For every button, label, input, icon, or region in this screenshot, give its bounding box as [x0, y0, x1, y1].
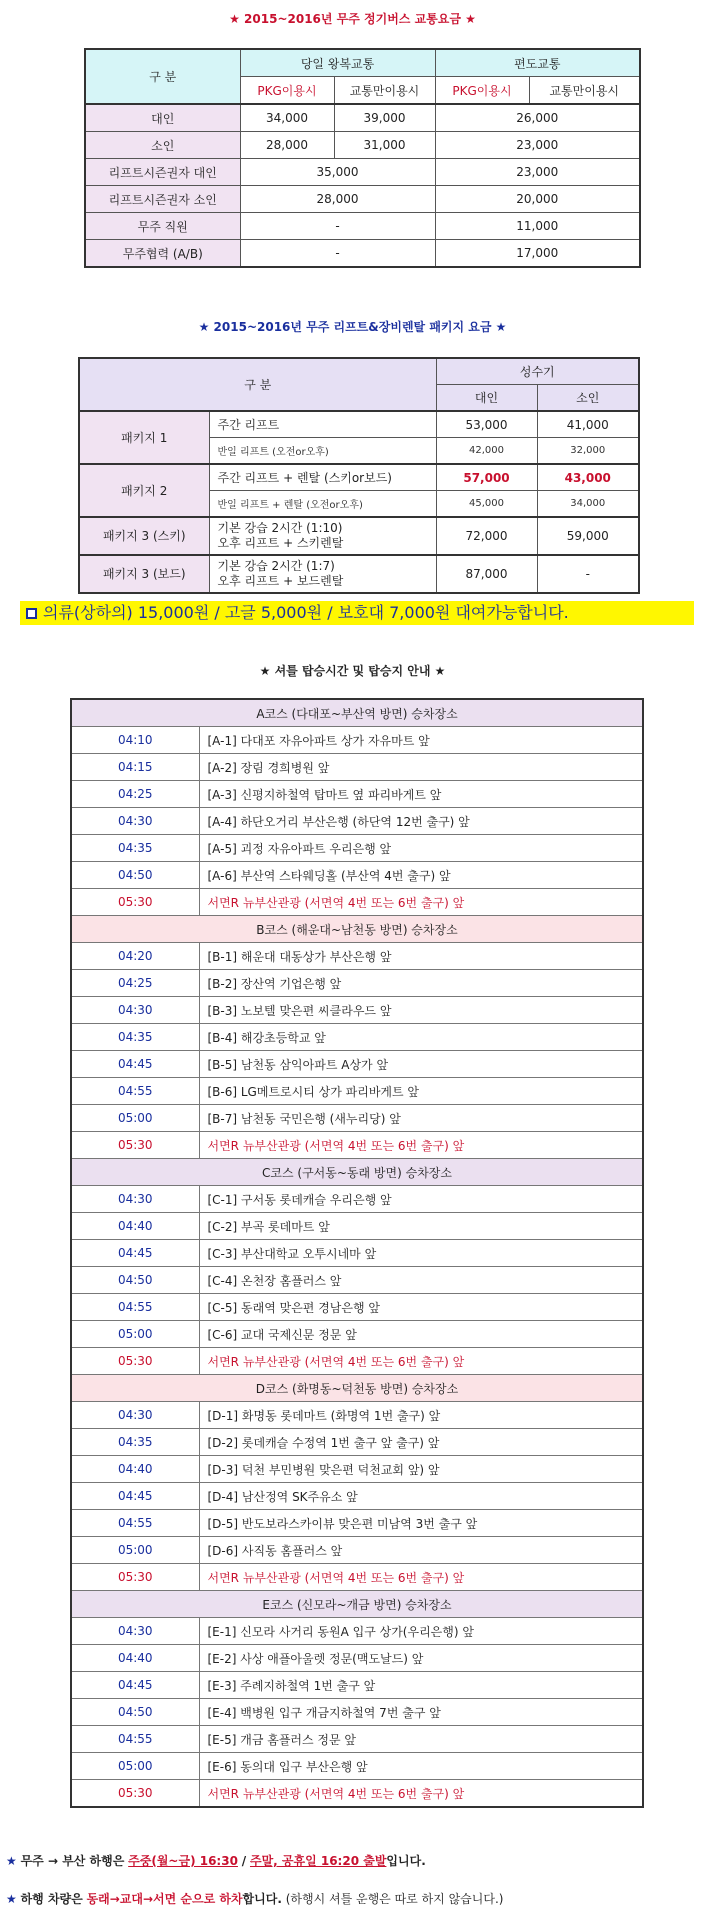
separator: / [241, 1854, 247, 1868]
cell: 20,000 [435, 186, 640, 213]
stop-time: 04:25 [71, 970, 199, 997]
note-text: 하행 차량은 [20, 1892, 83, 1906]
row-label: 대인 [85, 104, 240, 132]
stop-place: [E-2] 사상 애플아울렛 정문(맥도날드) 앞 [199, 1645, 643, 1672]
table-row [71, 754, 643, 781]
table-row [85, 104, 640, 132]
row-label: 무주 직원 [85, 213, 240, 240]
table-row [71, 1645, 643, 1672]
stop-place: 서면R 뉴부산관광 (서면역 4번 또는 6번 출구) 앞 [199, 1132, 643, 1159]
pkg-item: 반일 리프트 + 렌탈 (오전or오후) [209, 491, 436, 518]
stop-time: 04:55 [71, 1078, 199, 1105]
cell: 31,000 [334, 132, 435, 159]
stop-place: [D-2] 롯데캐슬 수정역 1번 출구 앞 출구) 앞 [199, 1429, 643, 1456]
stop-time: 04:30 [71, 1402, 199, 1429]
stop-time: 04:35 [71, 1024, 199, 1051]
note-text: 무주 → 부산 하행은 [20, 1854, 125, 1868]
stop-time: 04:45 [71, 1240, 199, 1267]
stop-time: 05:30 [71, 1132, 199, 1159]
table-row [71, 1186, 643, 1213]
table-row [71, 1753, 643, 1780]
table-row [71, 1402, 643, 1429]
pkg-item [209, 517, 436, 555]
pkg-label: 패키지 2 [79, 464, 209, 517]
stop-time: 04:50 [71, 1267, 199, 1294]
table-row [71, 1051, 643, 1078]
stop-time: 05:30 [71, 1780, 199, 1808]
stop-place: [B-4] 해강초등학교 앞 [199, 1024, 643, 1051]
cell: - [537, 555, 639, 593]
stop-place: [B-2] 장산역 기업은행 앞 [199, 970, 643, 997]
cell: 53,000 [436, 411, 537, 438]
table-row [71, 970, 643, 997]
stop-time: 04:55 [71, 1294, 199, 1321]
pkg-header-gubun: 구 분 [79, 358, 436, 411]
cell: - [240, 240, 435, 268]
fare-header-oneway: 편도교통 [435, 49, 640, 77]
stop-place: [D-3] 덕천 부민병원 맞은편 덕천교회 앞) 앞 [199, 1456, 643, 1483]
table-row [71, 1726, 643, 1753]
table-row [71, 1294, 643, 1321]
cell: 42,000 [436, 438, 537, 465]
course-header-row [71, 1375, 643, 1402]
table-row [79, 464, 639, 491]
table-row [85, 186, 640, 213]
cell: 43,000 [537, 464, 639, 491]
pkg-label: 패키지 1 [79, 411, 209, 464]
stop-time: 05:00 [71, 1105, 199, 1132]
stop-time: 04:10 [71, 727, 199, 754]
stop-place: [E-5] 개금 홈플러스 정문 앞 [199, 1726, 643, 1753]
pkg-item: 주간 리프트 [209, 411, 436, 438]
stop-place: [C-6] 교대 국제신문 정문 앞 [199, 1321, 643, 1348]
pkg-item-line: 오후 리프트 + 스키렌탈 [217, 536, 344, 550]
stop-time: 04:15 [71, 754, 199, 781]
stop-place: [E-1] 신모라 사거리 동원A 입구 상가(우리은행) 앞 [199, 1618, 643, 1645]
cell: 87,000 [436, 555, 537, 593]
note-paren: (하행시 셔틀 운행은 따로 하지 않습니다.) [285, 1892, 504, 1906]
fare-header-gubun: 구 분 [85, 49, 240, 104]
cell: 41,000 [537, 411, 639, 438]
course-header-row [71, 1591, 643, 1618]
stop-place: 서면R 뉴부산관광 (서면역 4번 또는 6번 출구) 앞 [199, 1348, 643, 1375]
table-row [79, 517, 639, 555]
course-title: C코스 (구서동~동래 방면) 승차장소 [71, 1159, 643, 1186]
stop-time: 05:30 [71, 1564, 199, 1591]
stop-place: [D-5] 반도보라스카이뷰 맞은편 미남역 3번 출구 앞 [199, 1510, 643, 1537]
stop-place: 서면R 뉴부산관광 (서면역 4번 또는 6번 출구) 앞 [199, 1564, 643, 1591]
table-row [79, 411, 639, 438]
cell: 39,000 [334, 104, 435, 132]
square-icon [26, 608, 37, 619]
table-row [79, 555, 639, 593]
star-icon: ★ [6, 1892, 17, 1906]
table-row [71, 862, 643, 889]
table-row [85, 132, 640, 159]
stop-time: 05:30 [71, 1348, 199, 1375]
cell: 23,000 [435, 132, 640, 159]
table-row [71, 1672, 643, 1699]
stop-place: [E-6] 동의대 입구 부산은행 앞 [199, 1753, 643, 1780]
note-text: 입니다. [386, 1854, 426, 1868]
stop-place: [C-1] 구서동 롯데캐슬 우리은행 앞 [199, 1186, 643, 1213]
course-title: D코스 (화명동~덕천동 방면) 승차장소 [71, 1375, 643, 1402]
table-row [71, 1429, 643, 1456]
fare-table [84, 48, 641, 268]
stop-time: 04:35 [71, 1429, 199, 1456]
stop-time: 04:20 [71, 943, 199, 970]
table-row [71, 808, 643, 835]
stop-place: [C-4] 온천장 홈플러스 앞 [199, 1267, 643, 1294]
table-row [71, 781, 643, 808]
rental-banner [20, 601, 694, 625]
table-row [85, 240, 640, 268]
return-schedule-note [6, 1852, 426, 1869]
table-row [71, 1105, 643, 1132]
dropoff-route: 동래→교대→서면 순으로 하차 [86, 1892, 243, 1906]
table-row [71, 1321, 643, 1348]
course-title: A코스 (다대포~부산역 방면) 승차장소 [71, 699, 643, 727]
cell: 35,000 [240, 159, 435, 186]
weekday-time: 주중(월~금) 16:30 [128, 1854, 238, 1868]
stop-place: [E-4] 백병원 입구 개금지하철역 7번 출구 앞 [199, 1699, 643, 1726]
fare-title: ★ 2015~2016년 무주 정기버스 교통요금 ★ [229, 12, 476, 26]
stop-place: [A-2] 장림 경희병원 앞 [199, 754, 643, 781]
table-row [71, 1537, 643, 1564]
stop-place: [A-5] 괴정 자유아파트 우리은행 앞 [199, 835, 643, 862]
stop-place: 서면R 뉴부산관광 (서면역 4번 또는 6번 출구) 앞 [199, 889, 643, 916]
pkg-item: 반일 리프트 (오전or오후) [209, 438, 436, 465]
stop-time: 04:50 [71, 862, 199, 889]
dropoff-note [6, 1890, 503, 1907]
cell: 32,000 [537, 438, 639, 465]
cell: 17,000 [435, 240, 640, 268]
stop-time: 04:50 [71, 1699, 199, 1726]
stop-time: 05:00 [71, 1537, 199, 1564]
course-title: B코스 (해운대~남천동 방면) 승차장소 [71, 916, 643, 943]
table-row [71, 1267, 643, 1294]
row-label: 무주협력 (A/B) [85, 240, 240, 268]
table-row [71, 1510, 643, 1537]
pkg-header-adult: 대인 [436, 385, 537, 412]
stop-place: [A-6] 부산역 스타웨딩홀 (부산역 4번 출구) 앞 [199, 862, 643, 889]
fare-header-pkg: PKG이용시 [435, 77, 529, 105]
table-row [71, 1699, 643, 1726]
cell: 34,000 [240, 104, 334, 132]
course-header-row [71, 699, 643, 727]
course-title: E코스 (신모라~개금 방면) 승차장소 [71, 1591, 643, 1618]
cell: 23,000 [435, 159, 640, 186]
cell: 34,000 [537, 491, 639, 518]
stop-place: [B-7] 남천동 국민은행 (새누리당) 앞 [199, 1105, 643, 1132]
fare-header-pkg: PKG이용시 [240, 77, 334, 105]
stop-place: [B-1] 해운대 대동상가 부산은행 앞 [199, 943, 643, 970]
table-row [71, 1078, 643, 1105]
pkg-header-peak: 성수기 [436, 358, 639, 385]
stop-time: 04:30 [71, 1186, 199, 1213]
stop-place: [B-3] 노보텔 맞은편 씨클라우드 앞 [199, 997, 643, 1024]
stop-time: 04:45 [71, 1051, 199, 1078]
package-title: ★ 2015~2016년 무주 리프트&장비렌탈 패키지 요금 ★ [198, 320, 507, 334]
stop-time: 04:55 [71, 1726, 199, 1753]
pkg-item-line: 기본 강습 2시간 (1:10) [217, 521, 343, 535]
stop-time: 05:00 [71, 1321, 199, 1348]
cell: 26,000 [435, 104, 640, 132]
pkg-item [209, 555, 436, 593]
stop-time: 04:40 [71, 1456, 199, 1483]
stop-place: [B-6] LG메트로시티 상가 파리바게트 앞 [199, 1078, 643, 1105]
star-icon: ★ [6, 1854, 17, 1868]
row-label: 리프트시즌권자 소인 [85, 186, 240, 213]
stop-place: [D-4] 남산정역 SK주유소 앞 [199, 1483, 643, 1510]
cell: 11,000 [435, 213, 640, 240]
weekend-time: 주말, 공휴일 16:20 출발 [249, 1854, 387, 1868]
stop-time: 04:45 [71, 1483, 199, 1510]
stop-place: [C-2] 부곡 롯데마트 앞 [199, 1213, 643, 1240]
stop-time: 04:55 [71, 1510, 199, 1537]
fare-header-transport-only: 교통만이용시 [334, 77, 435, 105]
stop-time: 05:30 [71, 889, 199, 916]
table-row [85, 213, 640, 240]
table-row [71, 889, 643, 916]
package-table [78, 357, 640, 594]
table-row [71, 1132, 643, 1159]
table-row [71, 835, 643, 862]
pkg-item-line: 기본 강습 2시간 (1:7) [217, 559, 335, 573]
stop-time: 04:40 [71, 1645, 199, 1672]
table-row [85, 159, 640, 186]
table-row [71, 1564, 643, 1591]
stop-place: [E-3] 주례지하철역 1번 출구 앞 [199, 1672, 643, 1699]
table-row [71, 1348, 643, 1375]
stop-time: 04:25 [71, 781, 199, 808]
table-row [71, 1780, 643, 1808]
stop-time: 04:35 [71, 835, 199, 862]
stop-place: [B-5] 남천동 삼익아파트 A상가 앞 [199, 1051, 643, 1078]
table-row [71, 943, 643, 970]
row-label: 리프트시즌권자 대인 [85, 159, 240, 186]
cell: - [240, 213, 435, 240]
pkg-label: 패키지 3 (보드) [79, 555, 209, 593]
cell: 28,000 [240, 186, 435, 213]
rental-banner-text: 의류(상하의) 15,000원 / 고글 5,000원 / 보호대 7,000원 대여가능합니다. [43, 603, 569, 622]
pkg-item-line: 오후 리프트 + 보드렌탈 [217, 574, 344, 588]
stop-place: [D-1] 화명동 롯데마트 (화명역 1번 출구) 앞 [199, 1402, 643, 1429]
shuttle-table [70, 698, 644, 1808]
table-row [71, 1618, 643, 1645]
cell: 45,000 [436, 491, 537, 518]
stop-place: [A-3] 신평지하철역 탑마트 옆 파리바게트 앞 [199, 781, 643, 808]
cell: 28,000 [240, 132, 334, 159]
pkg-item: 주간 리프트 + 렌탈 (스키or보드) [209, 464, 436, 491]
stop-place: [A-4] 하단오거리 부산은행 (하단역 12번 출구) 앞 [199, 808, 643, 835]
table-row [71, 1483, 643, 1510]
stop-place: 서면R 뉴부산관광 (서면역 4번 또는 6번 출구) 앞 [199, 1780, 643, 1808]
cell: 72,000 [436, 517, 537, 555]
stop-place: [C-3] 부산대학교 오투시네마 앞 [199, 1240, 643, 1267]
table-row [71, 997, 643, 1024]
stop-place: [C-5] 동래역 맞은편 경남은행 앞 [199, 1294, 643, 1321]
pkg-label: 패키지 3 (스키) [79, 517, 209, 555]
fare-header-round: 당일 왕복교통 [240, 49, 435, 77]
fare-header-transport-only: 교통만이용시 [529, 77, 640, 105]
stop-time: 05:00 [71, 1753, 199, 1780]
stop-time: 04:30 [71, 1618, 199, 1645]
table-row [71, 1240, 643, 1267]
course-header-row [71, 916, 643, 943]
course-header-row [71, 1159, 643, 1186]
pkg-header-child: 소인 [537, 385, 639, 412]
table-row [71, 1024, 643, 1051]
stop-time: 04:30 [71, 997, 199, 1024]
table-row [71, 1456, 643, 1483]
stop-place: [A-1] 다대포 자유아파트 상가 자유마트 앞 [199, 727, 643, 754]
table-row [71, 727, 643, 754]
stop-place: [D-6] 사직동 홈플러스 앞 [199, 1537, 643, 1564]
shuttle-title: ★ 셔틀 탑승시간 및 탑승지 안내 ★ [259, 664, 446, 678]
cell: 57,000 [436, 464, 537, 491]
table-row [71, 1213, 643, 1240]
stop-time: 04:40 [71, 1213, 199, 1240]
stop-time: 04:30 [71, 808, 199, 835]
row-label: 소인 [85, 132, 240, 159]
note-text: 합니다. [242, 1892, 282, 1906]
cell: 59,000 [537, 517, 639, 555]
stop-time: 04:45 [71, 1672, 199, 1699]
